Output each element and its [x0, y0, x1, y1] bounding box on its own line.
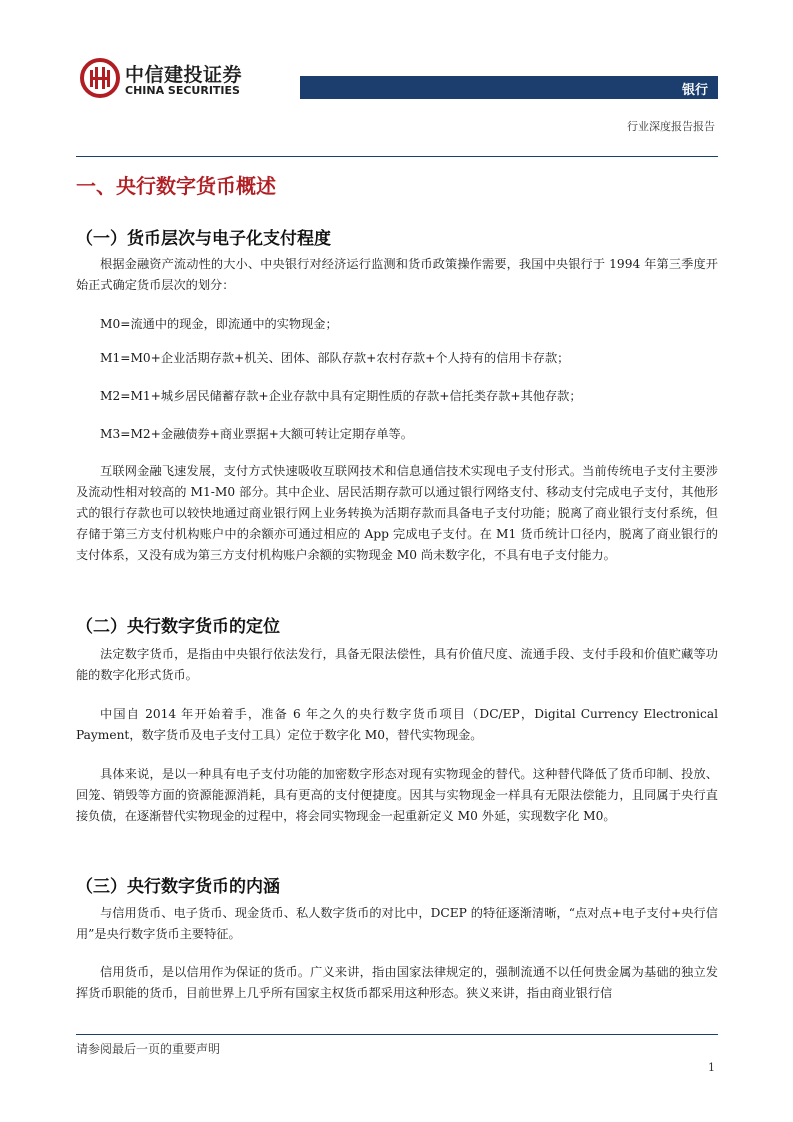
citic-logo-icon	[80, 58, 120, 98]
paragraph: 法定数字货币，是指由中央银行依法发行，具备无限法偿性，具有价值尺度、流通手段、支付手段和价值贮藏等功能的数字化形式货币。	[76, 647, 718, 682]
paragraph: 与信用货币、电子货币、现金货币、私人数字货币的对比中，DCEP 的特征逐渐清晰，“点对点+电子支付+央行信用”是央行数字货币主要特征。	[76, 906, 718, 941]
paragraph: 信用货币，是以信用作为保证的货币。广义来讲，指由国家法律规定的，强制流通不以任何贵金属为基础的独立发挥货币职能的货币，目前世界上几乎所有国家主权货币都采用这种形态。狭义来讲，指由商业银行信	[76, 965, 718, 1000]
footer-divider	[76, 1034, 718, 1035]
sector-header-bar	[300, 76, 718, 99]
subsection-title-1: （一）货币层次与电子化支付程度	[76, 229, 331, 249]
header-divider	[76, 156, 718, 157]
m0-definition: M0=流通中的现金，即流通中的实物现金；	[100, 317, 338, 331]
section-title: 一、央行数字货币概述	[76, 174, 276, 198]
paragraph: 互联网金融飞速发展，支付方式快速吸收互联网技术和信息通信技术实现电子支付形式。当前传统电子支付主要涉及流动性相对较高的 M1-M0 部分。其中企业、居民活期存款可以通过银行网络支付、移动支付完成电子支付，其他形式的银行存款也可以较快地通过商业银行网上业务转换为活期存款而具备电子支付功能；脱离了商业银行支付系统，但存储于第三方支付机构账户中的余额亦可通过相应的 App 完成电子支付。在 M1 货币统计口径内，脱离了商业银行的支付体系，又没有成为第三方支付机构账户余额的实物现金 M0 尚未数字化，不具有电子支付能力。	[76, 464, 718, 562]
subsection-title-2: （二）央行数字货币的定位	[76, 617, 280, 637]
report-type: 行业深度报告报告	[627, 120, 715, 133]
paragraph: 中国自 2014 年开始着手，准备 6 年之久的央行数字货币项目（DC/EP，Digital Currency Electronical Payment，数字货币及电子支付工具）定位于数字化 M0，替代实物现金。	[76, 707, 718, 742]
sector-label: 银行	[681, 83, 708, 98]
m2-definition: M2=M1+城乡居民储蓄存款+企业存款中具有定期性质的存款+信托类存款+其他存款；	[100, 389, 582, 403]
subsection-title-3: （三）央行数字货币的内涵	[76, 877, 280, 897]
logo-chinese-name: 中信建投证券	[125, 64, 243, 86]
page-number: 1	[708, 1061, 715, 1074]
company-logo	[80, 58, 250, 100]
disclaimer-link[interactable]: 请参阅最后一页的重要声明	[76, 1042, 221, 1056]
paragraph: 根据金融资产流动性的大小、中央银行对经济运行监测和货币政策操作需要，我国中央银行于 1994 年第三季度开始正式确定货币层次的划分：	[76, 257, 718, 292]
m3-definition: M3=M2+金融债券+商业票据+大额可转让定期存单等。	[100, 427, 413, 441]
m1-definition: M1=M0+企业活期存款+机关、团体、部队存款+农村存款+个人持有的信用卡存款；	[100, 351, 570, 365]
paragraph: 具体来说，是以一种具有电子支付功能的加密数字形态对现有实物现金的替代。这种替代降低了货币印制、投放、回笼、销毁等方面的资源能源消耗，具有更高的支付便捷度。因其与实物现金一样具有无限法偿能力，且同属于央行直接负债，在逐渐替代实物现金的过程中，将会同实物现金一起重新定义 M0 外延，实现数字化 M0。	[76, 767, 718, 823]
logo-english-name: CHINA SECURITIES	[125, 84, 240, 97]
